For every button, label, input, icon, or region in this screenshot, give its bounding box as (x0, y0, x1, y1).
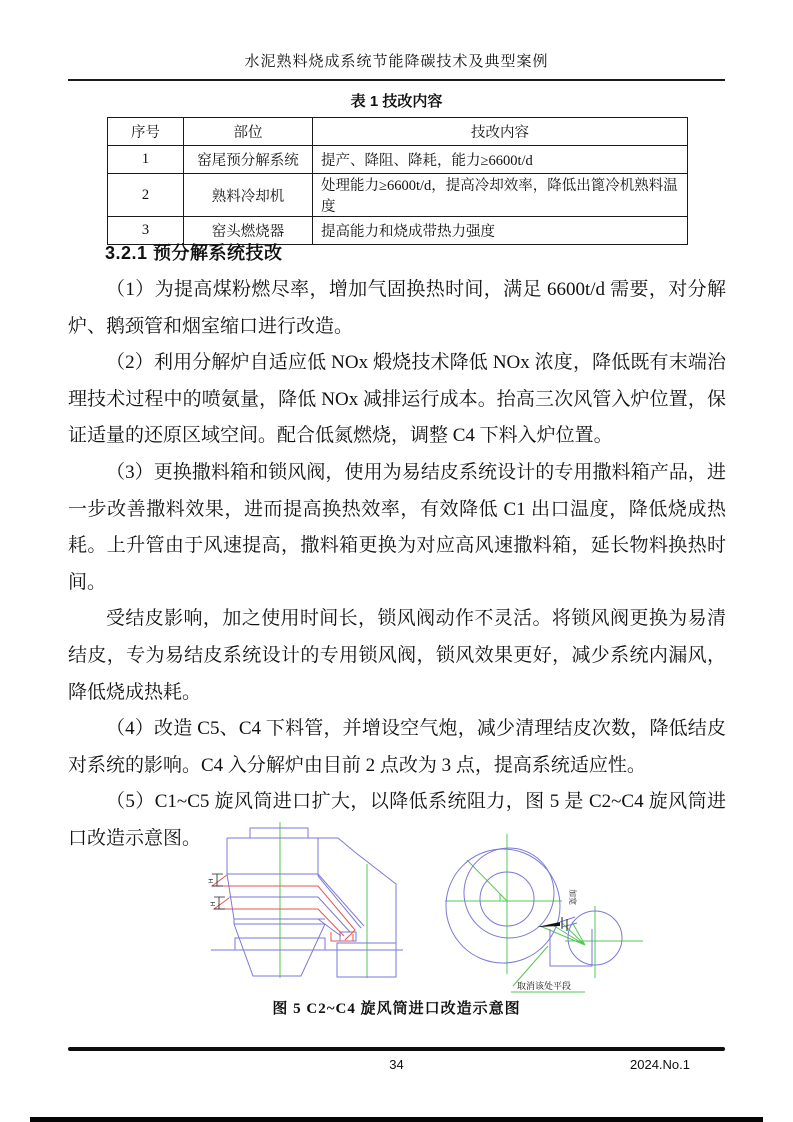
paragraph-6: （5）C1~C5 旋风筒进口扩大，以降低系统阻力，图 5 是 C2~C4 旋风筒进口改造示意图。 (68, 791, 726, 849)
section-heading: 3.2.1 预分解系统技改 (105, 243, 283, 263)
paragraph-1: （1）为提高煤粉燃尽率，增加气固换热时间，满足 6600t/d 需要，对分解炉、鹅颈管和烟室缩口进行改造。 (68, 279, 726, 337)
modification-table (107, 117, 688, 245)
paragraph-4: 受结皮影响，加之使用时间长，锁风阀动作不灵活。将锁风阀更换为易清结皮，专为易结皮系统设计的专用锁风阀，锁风效果更好，减少系统内漏风，降低烧成热耗。 (68, 608, 726, 703)
dim-label-h2: H (211, 901, 217, 906)
paragraph-5: （4）改造 C5、C4 下料管，并增设空气炮，减少清理结皮次数，降低结皮对系统的影响。C4 入分解炉由目前 2 点改为 3 点，提高系统适应性。 (68, 718, 726, 776)
table-caption: 表 1 技改内容 (350, 93, 443, 110)
cell-seq: 3 (108, 217, 184, 245)
figure-cyclone-inlet (0, 818, 793, 996)
cyclone-top-view-drawing (425, 826, 645, 1004)
cancel-flat-label: 取消该处平段 (517, 981, 572, 991)
page-footer (68, 1057, 725, 1077)
body-text (68, 272, 726, 858)
scan-edge-bar (30, 1117, 763, 1122)
cell-part: 窑尾预分解系统 (184, 146, 313, 174)
col-header-seq: 序号 (108, 118, 184, 146)
paragraph-3: （3）更换撒料箱和锁风阀，使用为易结皮系统设计的专用撒料箱产品，进一步改善撒料效果，进而提高换热效率，有效降低 C1 出口温度，降低烧成热耗。上升管由于风速提高，撒料箱更换为对应高风速撒料箱，延长物料换热时间。 (68, 461, 726, 593)
footer-rule (68, 1047, 725, 1051)
table-header-row (108, 118, 688, 146)
centerlines (445, 834, 643, 978)
original-outline (211, 828, 403, 977)
widen-label: 加宽 (568, 889, 577, 905)
page-header (68, 50, 725, 81)
col-header-part: 部位 (184, 118, 313, 146)
figure-caption: 图 5 C2~C4 旋风筒进口改造示意图 (272, 1001, 521, 1017)
journal-issue: 2024.No.1 (630, 1057, 690, 1072)
page-number: 34 (389, 1057, 404, 1072)
cell-content: 处理能力≥6600t/d，提高冷却效率，降低出篦冷机熟料温度 (313, 174, 688, 217)
cell-part: 窑头燃烧器 (184, 217, 313, 245)
cell-seq: 2 (108, 174, 184, 217)
paragraph-2: （2）利用分解炉自适应低 NOx 煅烧技术降低 NOx 浓度，降低既有末端治理技术过程中的喷氨量，降低 NOx 减排运行成本。抬高三次风管入炉位置，保证适量的还原区域空间。配合低氮燃烧，调整 C4 下料入炉位置。 (68, 352, 726, 447)
cell-content: 提高能力和烧成带热力强度 (313, 217, 688, 245)
cyclone-side-view-drawing (183, 820, 415, 1000)
cell-content: 提产、降阻、降耗，能力≥6600t/d (313, 146, 688, 174)
col-header-content: 技改内容 (313, 118, 688, 146)
table-row (108, 174, 688, 217)
cell-seq: 1 (108, 146, 184, 174)
table-row (108, 146, 688, 174)
dim-label-h1: H (209, 878, 215, 883)
page-header-title: 水泥熟料烧成系统节能降碳技术及典型案例 (244, 54, 549, 70)
centerlines (280, 822, 367, 978)
cell-part: 熟料冷却机 (184, 174, 313, 217)
